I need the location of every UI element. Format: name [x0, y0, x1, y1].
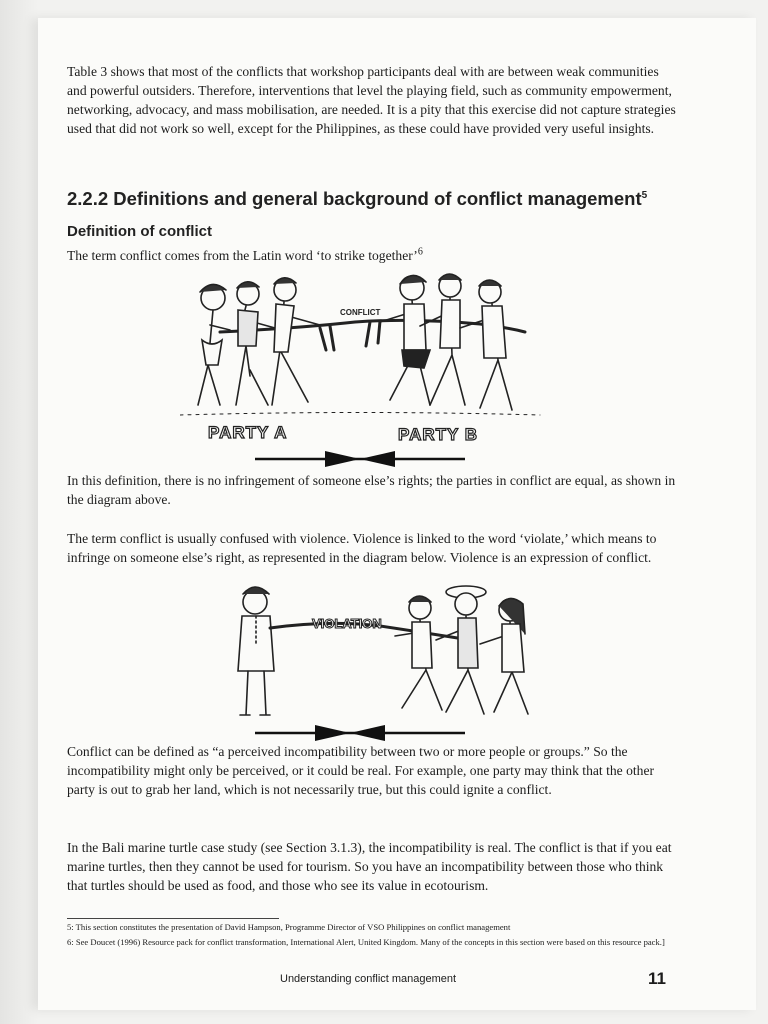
violation-rope-label: VIOLATION — [312, 616, 382, 631]
section-heading-text: 2.2.2 Definitions and general background of conflict management — [67, 188, 642, 209]
group-figures — [395, 586, 528, 714]
party-a-figures — [198, 278, 320, 405]
lone-person-figure — [238, 587, 274, 715]
page-number: 11 — [648, 969, 666, 988]
perceived-incompatibility-paragraph: Conflict can be defined as “a perceived incompatibility between two or more people or groups.” So the incompatibility might only be perceived, or it could be real. For example, one party may think that the other party is out to grab her land, which is not necessarily true, but this could ignite a conflict. — [67, 744, 655, 797]
tug-of-war-conflict-illustration — [180, 270, 550, 475]
section-heading — [67, 188, 687, 210]
definition-footnote-ref: 6 — [417, 246, 423, 258]
definition-text: The term conflict comes from the Latin word ‘to strike together’ — [67, 248, 418, 263]
party-a-label: PARTY A — [208, 423, 288, 442]
equal-parties-paragraph: In this definition, there is no infringement of someone else’s rights; the parties in conflict are equal, as shown in the diagram above. — [67, 473, 676, 507]
tug-of-war-violation-illustration — [180, 580, 550, 745]
party-b-figures — [380, 274, 512, 410]
running-footer: Understanding conflict management — [280, 973, 457, 985]
violence-paragraph: The term conflict is usually confused with violence. Violence is linked to the word ‘violate,’ which means to infringe on someone else’s right, as represented in the diagram below. Violence is an expression of conflict. — [67, 531, 657, 565]
unequal-arrows-diagram — [255, 725, 465, 741]
subsection-heading: Definition of conflict — [67, 223, 212, 240]
section-heading-footnote-ref: 5 — [641, 189, 648, 201]
conflict-rope-label: CONFLICT — [340, 308, 381, 317]
footnote-5: 5: This section constitutes the presentation of David Hampson, Programme Director of VSO Philippines on conflict management — [67, 922, 511, 932]
party-b-label: PARTY B — [398, 425, 479, 444]
definition-paragraph — [67, 246, 677, 265]
equal-arrows-diagram — [255, 451, 465, 467]
intro-paragraph: Table 3 shows that most of the conflicts that workshop participants deal with are between weak communities and powerful outsiders. Therefore, interventions that level the playing field, such as community empowerment, networking, advocacy, and mass mobilisation, are needed. It is a pity that this exercise did not capture strategies used that did not work so well, except for the Philippines, as these could have provided very useful insights. — [67, 64, 676, 136]
bali-case-paragraph: In the Bali marine turtle case study (see Section 3.1.3), the incompatibility is real. The conflict is that if you eat marine turtles, then they cannot be used for tourism. So you have an incompatibility between those who think that turtles should be used as food, and those who see its value in ecotourism. — [67, 840, 672, 893]
footnote-6: 6: See Doucet (1996) Resource pack for conflict transformation, International Alert, United Kingdom. Many of the concepts in this section were based on this resource pack.] — [67, 937, 665, 947]
scan-gutter — [0, 0, 38, 1024]
footnote-rule — [67, 918, 279, 919]
